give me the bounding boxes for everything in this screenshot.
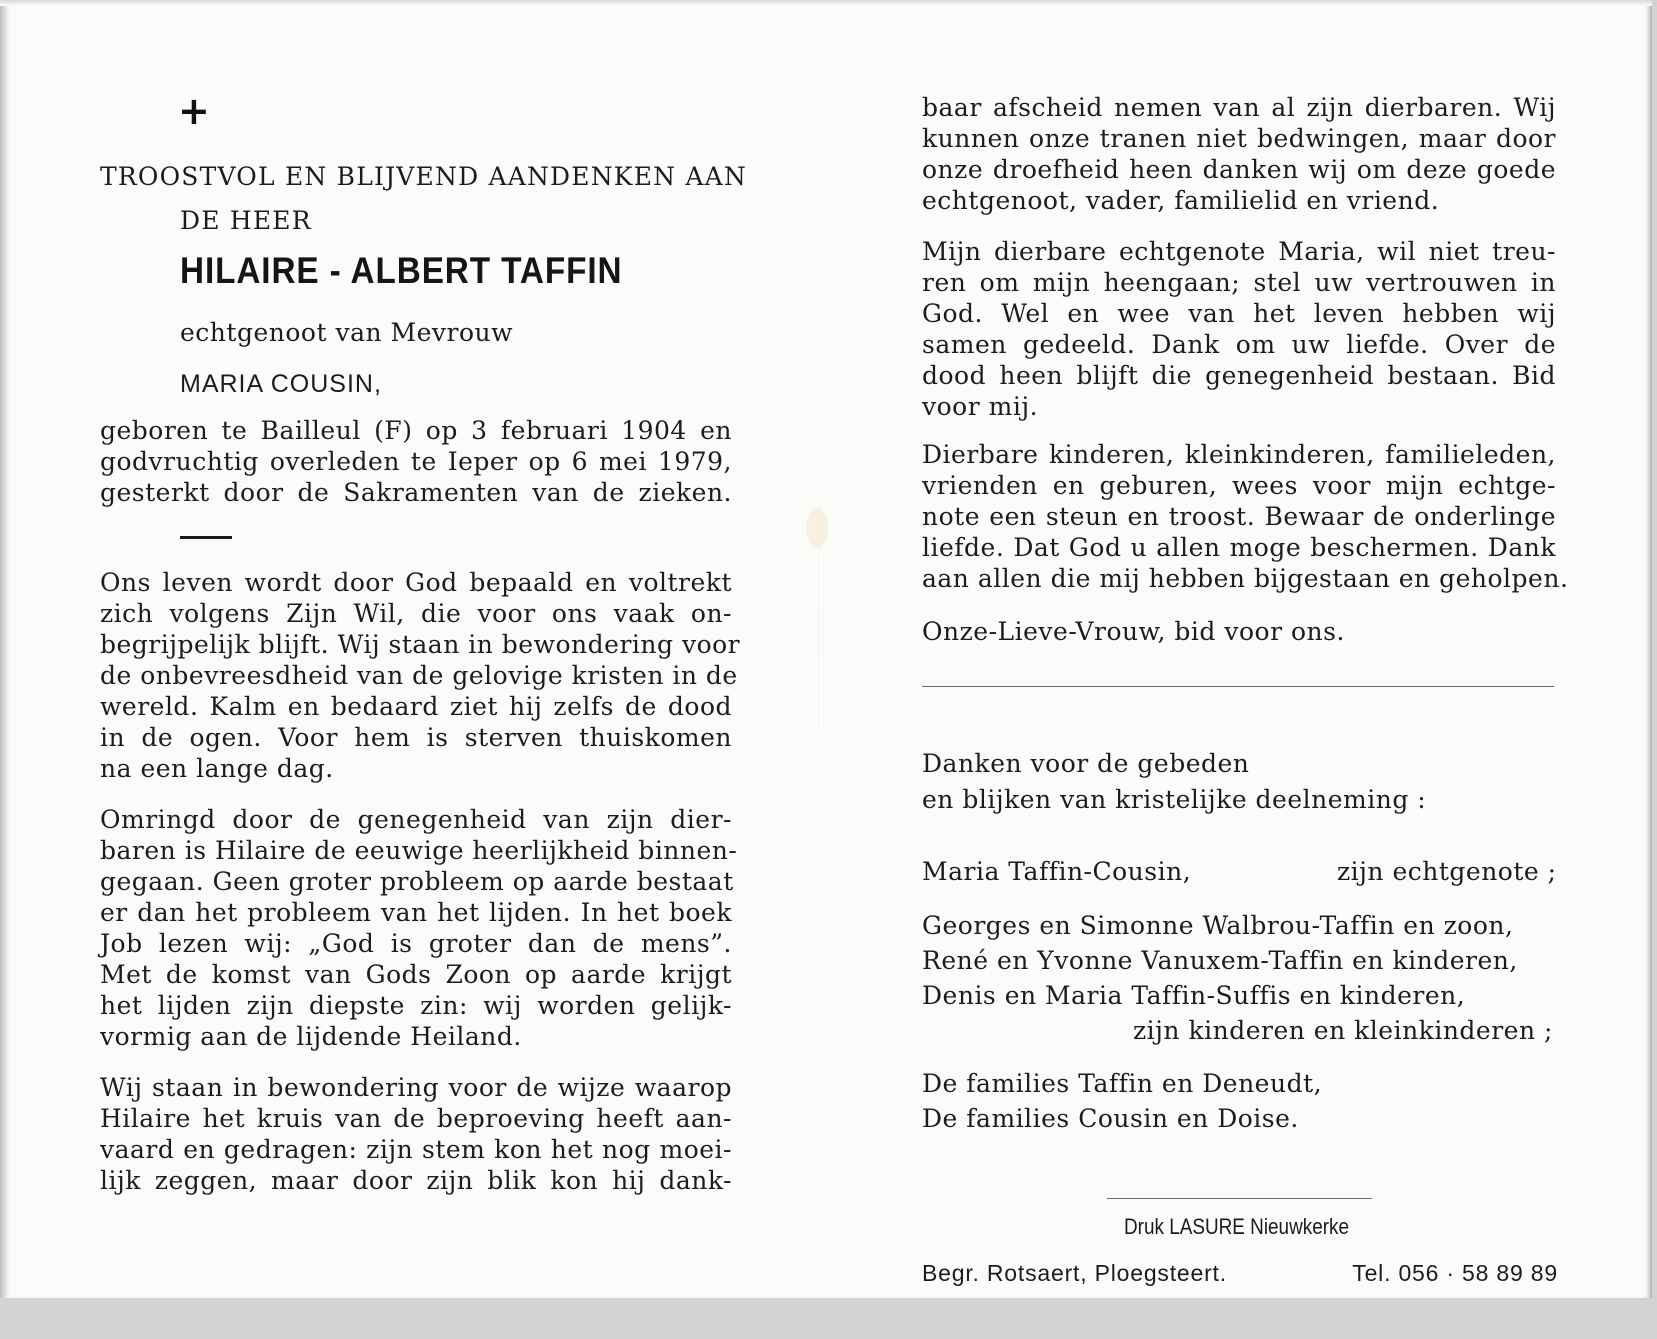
divider-dash xyxy=(180,536,232,539)
child-family: René en Yvonne Vanuxem-Taffin en kinderen, xyxy=(922,946,1518,975)
text-line: de onbevreesdheid van de gelovige kristen in de xyxy=(100,661,738,690)
text-line: na een lange dag. xyxy=(100,754,334,783)
text-line: gegaan. Geen groter probleem op aarde bestaat xyxy=(100,867,734,896)
text-line: vaard en gedragen: zijn stem kon het nog moei- xyxy=(100,1135,732,1164)
birth-line: gesterkt door de Sakramenten van de zieken. xyxy=(100,478,732,507)
text-line: onze droefheid heen danken wij om deze goede xyxy=(922,155,1556,184)
text-line: zich volgens Zijn Wil, die voor ons vaak on- xyxy=(100,599,732,628)
text-line: Hilaire het kruis van de beproeving heeft aan- xyxy=(100,1104,732,1133)
thanks-line: en blijken van kristelijke deelneming : xyxy=(922,785,1427,814)
paper-stain xyxy=(806,508,828,548)
text-line: Ons leven wordt door God bepaald en voltrekt xyxy=(100,568,732,597)
cross-icon: + xyxy=(178,89,210,133)
widow-name: Maria Taffin-Cousin, xyxy=(922,857,1192,886)
text-line: in de ogen. Voor hem is sterven thuiskomen xyxy=(100,723,732,752)
section-divider xyxy=(922,686,1554,687)
text-line: liefde. Dat God u allen moge beschermen. Dank xyxy=(922,533,1556,562)
undertaker-phone: Tel. 056 · 58 89 89 xyxy=(1352,1260,1558,1286)
thanks-line: Danken voor de gebeden xyxy=(922,749,1250,778)
text-line: vormig aan de lijdende Heiland. xyxy=(100,1022,522,1051)
text-line: Wij staan in bewondering voor de wijze waarop xyxy=(100,1073,732,1102)
birth-line: godvruchtig overleden te Ieper op 6 mei 1979, xyxy=(100,447,732,476)
headline-title: DE HEER xyxy=(180,206,312,235)
card-top-edge xyxy=(0,0,1652,6)
text-line: aan allen die mij hebben bijgestaan en geholpen. xyxy=(922,564,1569,593)
text-line: note een steun en troost. Bewaar de onderlinge xyxy=(922,502,1556,531)
text-line: Dierbare kinderen, kleinkinderen, familieleden, xyxy=(922,440,1556,469)
text-line: dood heen blijft die genegenheid bestaan. Bid xyxy=(922,361,1556,390)
text-line: Omringd door de genegenheid van zijn dier- xyxy=(100,805,732,834)
text-line: Job lezen wij: „God is groter dan de mens”. xyxy=(100,929,732,958)
text-line: begrijpelijk blijft. Wij staan in bewondering voor xyxy=(100,630,741,659)
card-fold xyxy=(818,40,819,1220)
text-line: baren is Hilaire de eeuwige heerlijkheid binnen- xyxy=(100,836,738,865)
undertaker-line xyxy=(922,1260,1558,1287)
text-line: er dan het probleem van het lijden. In het boek xyxy=(100,898,732,927)
text-line: ren om mijn heengaan; stel uw vertrouwen in xyxy=(922,268,1556,297)
text-line: baar afscheid nemen van al zijn dierbaren. Wij xyxy=(922,93,1556,122)
headline-text: TROOSTVOL EN BLIJVEND AANDENKEN AAN xyxy=(100,162,747,191)
undertaker-name: Begr. Rotsaert, Ploegsteert. xyxy=(922,1260,1227,1286)
text-line: lijk zeggen, maar door zijn blik kon hij dank- xyxy=(100,1166,732,1195)
text-line: kunnen onze tranen niet bedwingen, maar door xyxy=(922,124,1556,153)
card-edge-shadow xyxy=(0,0,10,1298)
text-line: samen gedeeld. Dank om uw liefde. Over de xyxy=(922,330,1556,359)
birth-line: geboren te Bailleul (F) op 3 februari 1904 en xyxy=(100,416,732,445)
text-line: echtgenoot, vader, familielid en vriend. xyxy=(922,186,1440,215)
widow-relation: zijn echtgenote ; xyxy=(1337,857,1557,886)
prayer-line: Onze-Lieve-Vrouw, bid voor ons. xyxy=(922,617,1345,646)
spouse-intro: echtgenoot van Mevrouw xyxy=(180,318,514,347)
text-line: voor mij. xyxy=(922,392,1039,421)
text-line: het lijden zijn diepste zin: wij worden gelijk- xyxy=(100,991,732,1020)
deceased-name: HILAIRE - ALBERT TAFFIN xyxy=(180,250,623,291)
text-line: wereld. Kalm en bedaard ziet hij zelfs de dood xyxy=(100,692,732,721)
family-line: De families Cousin en Doise. xyxy=(922,1104,1299,1133)
children-relation: zijn kinderen en kleinkinderen ; xyxy=(1133,1016,1553,1045)
printer-credit: Druk LASURE Nieuwkerke xyxy=(1124,1214,1350,1239)
child-family: Georges en Simonne Walbrou-Taffin en zoon, xyxy=(922,911,1514,940)
text-line: Met de komst van Gods Zoon op aarde krijgt xyxy=(100,960,732,989)
text-line: vrienden en geburen, wees voor mijn echtge- xyxy=(922,471,1556,500)
child-family: Denis en Maria Taffin-Suffis en kinderen, xyxy=(922,981,1466,1010)
text-line: Mijn dierbare echtgenote Maria, wil niet treu- xyxy=(922,237,1556,266)
family-line: De families Taffin en Deneudt, xyxy=(922,1069,1323,1098)
spouse-name: MARIA COUSIN, xyxy=(180,370,382,398)
text-line: God. Wel en wee van het leven hebben wij xyxy=(922,299,1556,328)
printer-divider xyxy=(1107,1198,1372,1199)
